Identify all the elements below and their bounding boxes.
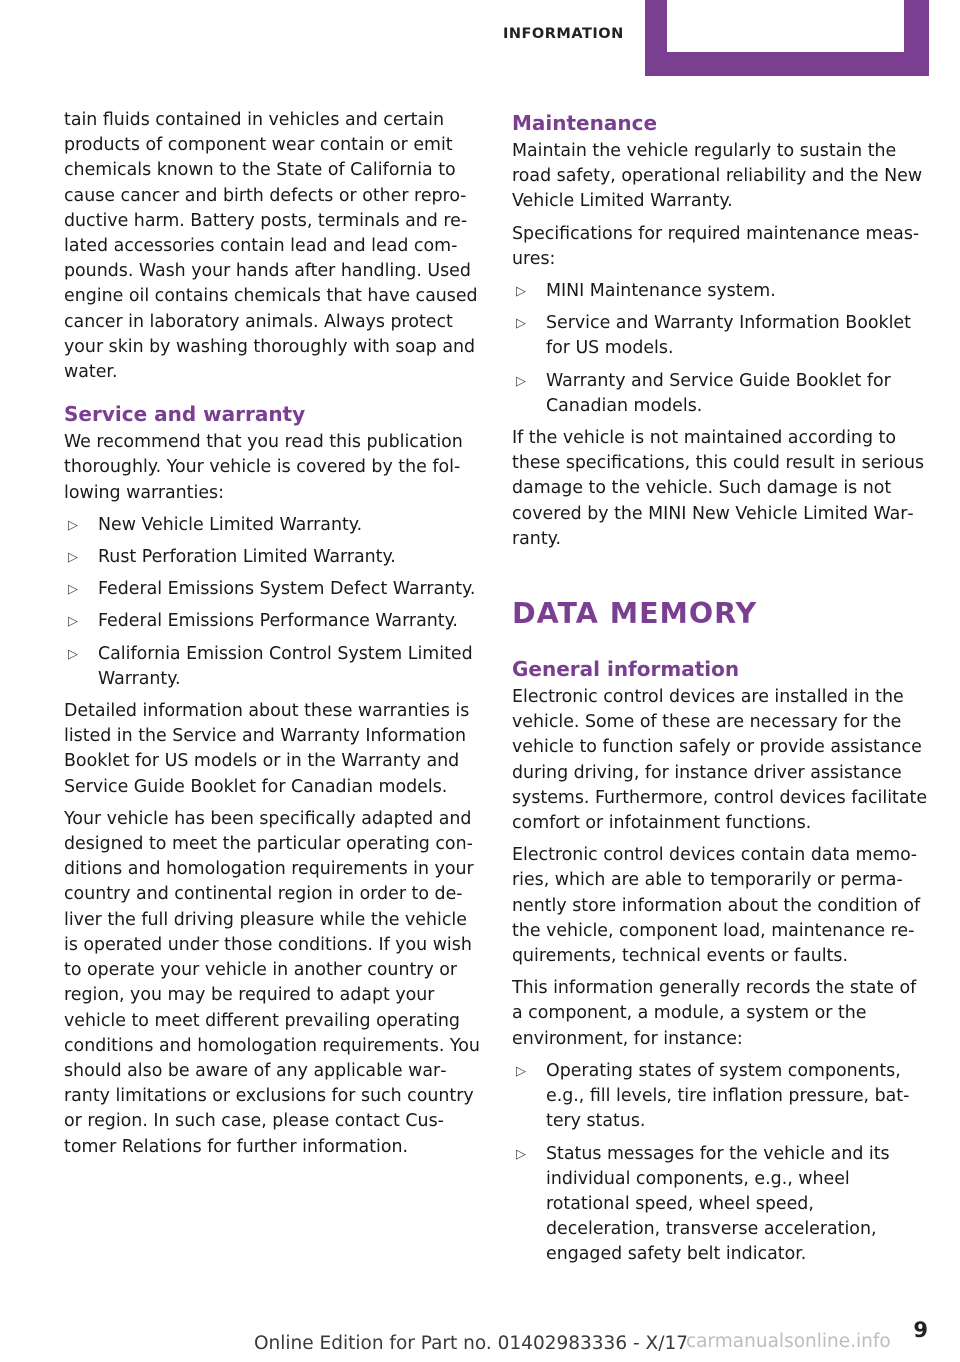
general-paragraph-2: Electronic control devices contain data memories, which are able to temporarily or permanently store information about the condition of the vehicle, component load, maintenance requirements, technical events or faults.: [512, 845, 921, 967]
list-item: ▷ MINI Maintenance system.: [512, 279, 930, 304]
triangle-bullet-icon: ▷: [516, 316, 526, 332]
list-item: ▷ Status messages for the vehicle and its individual components, e.g., wheel rotational speed, wheel speed, deceleration, transverse acceleration, engaged safety belt indicator.: [516, 1143, 890, 1265]
triangle-bullet-icon: ▷: [516, 1146, 526, 1162]
list-item: ▷ California Emission Control System Limited Warranty.: [68, 643, 473, 689]
list-item: ▷ Federal Emissions Performance Warranty.: [64, 609, 480, 634]
intro-paragraph: tain fluids contained in vehicles and certain products of component wear contain or emit chemicals known to the State of California to cause cancer and birth defects or other reproductive harm. Battery posts, terminals and related accessories contain lead and lead compounds. Wash your hands after handling. Used engine oil contains chemicals that have caused cancer in laboratory animals. Always protect your skin by washing thoroughly with soap and water.: [64, 110, 478, 383]
triangle-bullet-icon: ▷: [68, 614, 78, 630]
general-paragraph-1: Electronic control devices are installed in the vehicle. Some of these are necessary for the vehicle to function safely or provide assistance during driving, for instance driver assistance systems. Furthermore, control devices facilitate comfort or infotainment functions.: [512, 687, 928, 834]
data-list: [512, 1059, 930, 1268]
warranty-list: [64, 513, 480, 692]
triangle-bullet-icon: ▷: [68, 550, 78, 566]
maintenance-list: [512, 279, 930, 419]
triangle-bullet-icon: ▷: [68, 582, 78, 598]
adapted-vehicle-paragraph: Your vehicle has been specifically adapted and designed to meet the particular operating conditions and homologation requirements in your country and continental region in order to deliver the full driving pleasure while the vehicle is operated under those conditions. If you wish to operate your vehicle in another country or region, you may be required to adapt your vehicle to meet different prevailing operating conditions and homologation requirements. You should also be aware of any applicable warranty limitations or exclusions for such country or region. In such case, please contact Customer Relations for further information.: [64, 808, 480, 1157]
chapter-tab: [645, 0, 929, 76]
general-information-heading: General information: [512, 657, 740, 682]
section-header: INFORMATION: [503, 26, 624, 42]
right-column: [512, 108, 930, 1275]
left-column: [64, 108, 480, 1167]
service-intro-paragraph: We recommend that you read this publication thoroughly. Your vehicle is covered by the following warranties:: [64, 432, 463, 503]
triangle-bullet-icon: ▷: [516, 284, 526, 300]
triangle-bullet-icon: ▷: [516, 373, 526, 389]
not-maintained-paragraph: If the vehicle is not maintained according to these specifications, this could result in serious damage to the vehicle. Such damage is not covered by the MINI New Vehicle Limited Warranty.: [512, 428, 925, 549]
list-item: ▷ New Vehicle Limited Warranty.: [64, 513, 480, 538]
maintenance-intro-paragraph: Maintain the vehicle regularly to sustain the road safety, operational reliability and the New Vehicle Limited Warranty.: [512, 141, 923, 212]
footer-edition: Online Edition for Part no. 01402983336 - X/17: [253, 1333, 688, 1354]
list-item: ▷ Warranty and Service Guide Booklet for Canadian models.: [516, 370, 891, 416]
list-item: ▷ Rust Perforation Limited Warranty.: [64, 545, 480, 570]
triangle-bullet-icon: ▷: [516, 1063, 526, 1079]
service-warranty-heading: Service and warranty: [64, 402, 306, 427]
specifications-paragraph: Specifications for required maintenance measures:: [512, 223, 920, 269]
list-item: ▷ Federal Emissions System Defect Warranty.: [64, 577, 480, 602]
list-item: ▷ Operating states of system components, e.g., fill levels, tire inflation pressure, battery status.: [516, 1060, 910, 1132]
data-memory-heading: DATA MEMORY: [512, 597, 758, 631]
list-item: ▷ Service and Warranty Information Booklet for US models.: [516, 313, 911, 359]
watermark: carmanualsonline.info: [686, 1331, 891, 1352]
triangle-bullet-icon: ▷: [68, 646, 78, 662]
general-paragraph-3: This information generally records the state of a component, a module, a system or the environment, for instance:: [512, 978, 917, 1049]
maintenance-heading: Maintenance: [512, 111, 658, 135]
triangle-bullet-icon: ▷: [68, 517, 78, 533]
page-number: 9: [913, 1318, 928, 1342]
warranty-detail-paragraph: Detailed information about these warranties is listed in the Service and Warranty Information Booklet for US models or in the Warranty and Service Guide Booklet for Canadian models.: [64, 701, 470, 797]
